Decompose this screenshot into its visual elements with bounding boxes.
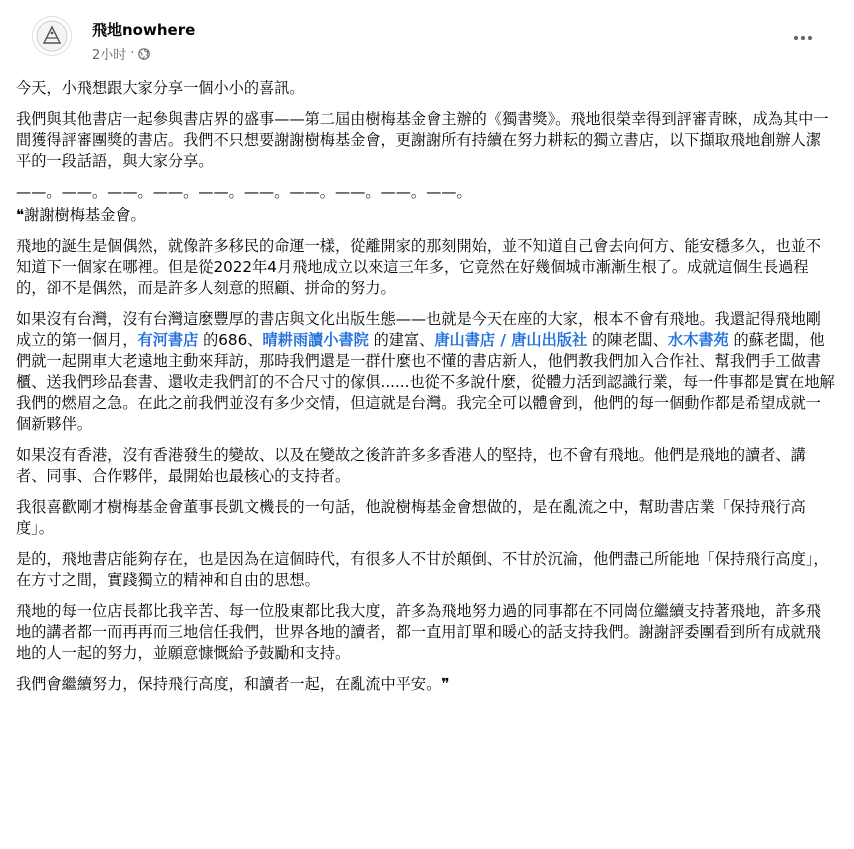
paragraph-text: 如果沒有台灣，沒有台灣這麼豐厚的書店與文化出版生態——也就是今天在座的大家，根本不會有飛地。我還記得飛地剛成立的第一個月，: [16, 310, 821, 349]
paragraph-origin: 飛地的誕生是個偶然，就像許多移民的命運一樣，從離開家的那刻開始，並不知道自己會去向何方、能安穩多久，也並不知道下一個家在哪裡。但是從2022年4月飛地成立以來這三年多，它竟然在好幾個城市漸漸生根了。成就這個生長過程的，卻不是偶然，而是許多人刻意的照顧、拼命的努力。: [16, 237, 821, 297]
paragraph-divider: ——。——。——。——。——。——。——。——。——。——。: [16, 183, 472, 201]
more-options-icon: [793, 35, 813, 41]
globe-icon: [138, 48, 150, 60]
paragraph-closing: 我們會繼續努力，保持飛行高度，和讀者一起，在亂流中平安。❞: [16, 675, 450, 693]
author-name[interactable]: 飛地nowhere: [92, 21, 196, 39]
paragraph-existence: 是的，飛地書店能夠存在，也是因為在這個時代，有很多人不甘於顛倒、不甘於沉淪，他們盡己所能地「保持飛行高度」，在方寸之間，實踐獨立的精神和自由的思想。: [16, 550, 829, 589]
post-body: [16, 78, 836, 705]
link-shuimu-bookstore[interactable]: 水木書苑: [667, 331, 729, 349]
meta-separator: ·: [130, 46, 135, 61]
paragraph-quote-start: ❝謝謝樹梅基金會。: [16, 206, 146, 224]
avatar[interactable]: [32, 16, 72, 56]
paragraph-award: 我們與其他書店一起參與書店界的盛事——第二屆由樹梅基金會主辦的《獨書獎》。飛地很榮幸得到評審青睞，成為其中一間獲得評審團獎的書店。我們不只想要謝謝樹梅基金會，更謝謝所有持續在努力耕耘的獨立書店，以下擷取飛地創辦人潔平的一段話語，與大家分享。: [16, 110, 829, 170]
post-meta: [92, 44, 150, 63]
post-timestamp[interactable]: 2小时: [92, 48, 127, 63]
paragraph-thanks: 飛地的每一位店長都比我辛苦、每一位股東都比我大度，許多為飛地努力過的同事都在不同崗位繼續支持著飛地，許多飛地的講者都一而再再而三地信任我們，世界各地的讀者，都一直用訂單和暖心的話支持我們。謝謝評委團看到所有成就飛地的人一起的努力，並願意慷慨給予鼓勵和支持。: [16, 602, 821, 662]
link-youhe-bookstore[interactable]: 有河書店: [137, 331, 199, 349]
link-tangshan-bookstore[interactable]: 唐山書店 / 唐山出版社: [434, 331, 588, 349]
paragraph-intro: 今天，小飛想跟大家分享一個小小的喜訊。: [16, 79, 305, 97]
paragraph-text: 的建富、: [368, 331, 435, 349]
bookstore-logo-icon: [35, 19, 69, 53]
paragraph-taiwan: [16, 309, 836, 435]
paragraph-hongkong: 如果沒有香港，沒有香港發生的變故、以及在變故之後許許多多香港人的堅持，也不會有飛地。他們是飛地的讀者、講者、同事、合作夥伴，最開始也最核心的支持者。: [16, 446, 806, 485]
post-header: [16, 0, 838, 66]
link-qinggeng-yudu[interactable]: 晴耕雨讀小書院: [262, 331, 369, 349]
more-options-button[interactable]: [788, 28, 818, 48]
paragraph-text: 的686、: [198, 331, 263, 349]
paragraph-altitude: 我很喜歡剛才樹梅基金會董事長凱文機長的一句話，他說樹梅基金會想做的，是在亂流之中，幫助書店業「保持飛行高度」。: [16, 498, 806, 537]
paragraph-text: 的陳老闆、: [587, 331, 668, 349]
paragraph-text: 的蘇老闆，他們就一起開車大老遠地主動來拜訪，那時我們還是一群什麼也不懂的書店新人，他們教我們加入合作社、幫我們手工做書櫃、送我們珍品套書、還收走我們訂的不合尺寸的傢俱......也從不多說什麼，從體力活到認識行業，每一件事都是實在地解我們的燃眉之急。在此之前我們並沒有多少交情，但這就是台灣。我完全可以體會到，他們的每一個動作都是希望成就一個新夥伴。: [16, 331, 835, 433]
